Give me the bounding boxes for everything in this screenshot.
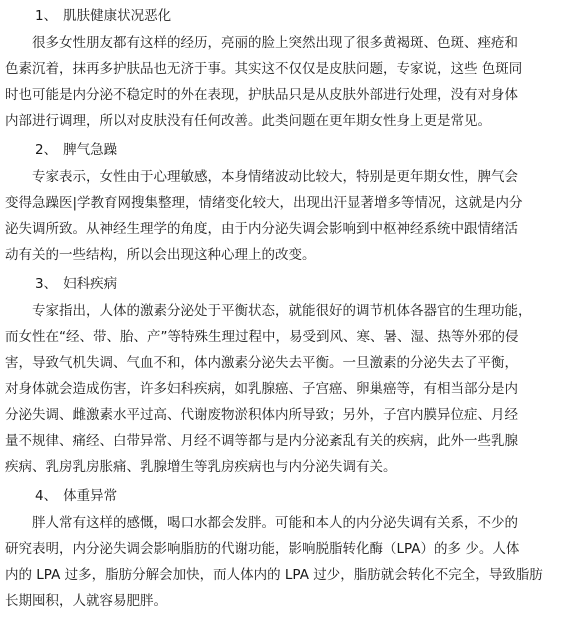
section-paragraph-skin bbox=[5, 30, 558, 134]
paragraph-line: 泌失调所致。从神经生理学的角度，由于内分泌失调会影响到中枢神经系统中跟情绪活 bbox=[5, 221, 518, 237]
paragraph-line: 分泌失调、雌激素水平过高、代谢废物淤积体内所导致；另外，子宫内膜异位症、月经 bbox=[5, 407, 518, 423]
section-title: 脾气急躁 bbox=[63, 142, 118, 158]
paragraph-line: 变得急躁医|学教育网搜集整理，情绪变化较大，出现出汗显著增多等情况，这就是内分 bbox=[5, 195, 523, 211]
section-heading-skin bbox=[5, 4, 558, 28]
paragraph-line: 胖人常有这样的感慨，喝口水都会发胖。可能和本人的内分泌失调有关系，不少的 bbox=[32, 515, 518, 531]
section-title: 体重异常 bbox=[63, 488, 118, 504]
paragraph-line: 研究表明，内分泌失调会影响脂肪的代谢功能，影响脱脂转化酶（LPA）的多 少。人体 bbox=[5, 541, 520, 557]
section-number: 3、 bbox=[35, 276, 58, 292]
section-title: 肌肤健康状况恶化 bbox=[63, 8, 172, 24]
paragraph-line: 时也可能是内分泌不稳定时的外在表现，护肤品只是从皮肤外部进行处理，没有对身体 bbox=[5, 87, 518, 103]
section-title: 妇科疾病 bbox=[63, 276, 118, 292]
paragraph-line: 色素沉着，抹再多护肤品也无济于事。其实这不仅仅是皮肤问题，专家说，这些 色斑同 bbox=[5, 61, 523, 77]
paragraph-line: 专家表示，女性由于心理敏感，本身情绪波动比较大，特别是更年期女性，脾气会 bbox=[32, 169, 518, 185]
section-heading-weight bbox=[5, 484, 558, 508]
paragraph-line: 对身体就会造成伤害，许多妇科疾病，如乳腺癌、子宫癌、卵巢癌等，有相当部分是内 bbox=[5, 381, 518, 397]
paragraph-line: 疾病、乳房乳房胀痛、乳腺增生等乳房疾病也与内分泌失调有关。 bbox=[5, 459, 397, 475]
paragraph-line: 而女性在“经、带、胎、产”等特殊生理过程中，易受到风、寒、暑、湿、热等外邪的侵 bbox=[5, 329, 519, 345]
section-paragraph-gynecology bbox=[5, 298, 558, 480]
paragraph-line: 害，导致气机失调、气血不和，体内激素分泌失去平衡。一旦激素的分泌失去了平衡， bbox=[5, 355, 518, 371]
paragraph-line: 长期囤积，人就容易肥胖。 bbox=[5, 593, 167, 609]
section-number: 2、 bbox=[35, 142, 58, 158]
section-heading-temper bbox=[5, 138, 558, 162]
paragraph-line: 动有关的一些结构，所以会出现这种心理上的改变。 bbox=[5, 247, 316, 263]
paragraph-line: 内的 LPA 过多，脂肪分解会加快，而人体内的 LPA 过少，脂肪就会转化不完全，导致脂肪 bbox=[5, 567, 543, 583]
section-paragraph-weight bbox=[5, 510, 558, 614]
paragraph-line: 专家指出，人体的激素分泌处于平衡状态，就能很好的调节机体各器官的生理功能， bbox=[32, 303, 532, 319]
paragraph-line: 很多女性朋友都有这样的经历，亮丽的脸上突然出现了很多黄褐斑、色斑、痤疮和 bbox=[32, 35, 518, 51]
section-heading-gynecology bbox=[5, 272, 558, 296]
paragraph-line: 内部进行调理，所以对皮肤没有任何改善。此类问题在更年期女性身上更是常见。 bbox=[5, 113, 491, 129]
paragraph-line: 量不规律、痛经、白带异常、月经不调等都与是内分泌紊乱有关的疾病，此外一些乳腺 bbox=[5, 433, 518, 449]
section-number: 1、 bbox=[35, 8, 58, 24]
section-paragraph-temper bbox=[5, 164, 558, 268]
section-number: 4、 bbox=[35, 488, 58, 504]
